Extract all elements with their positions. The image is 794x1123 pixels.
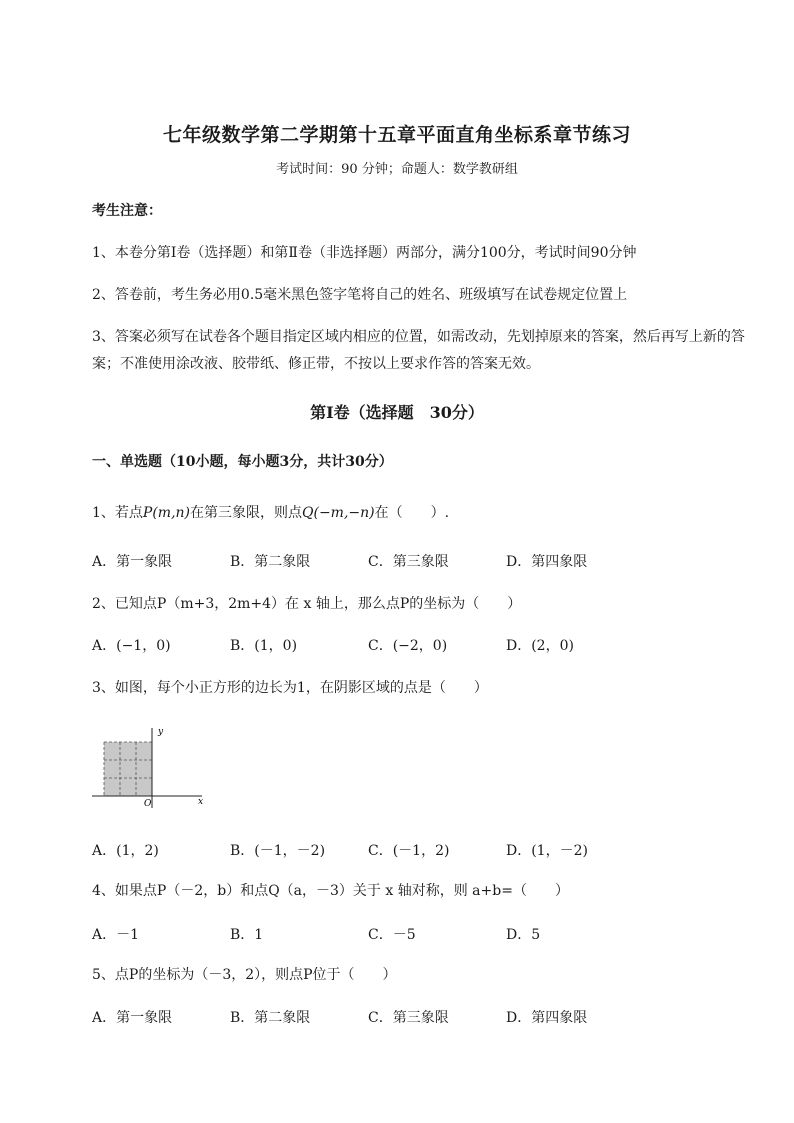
notice-item-2: 2、答卷前，考生务必用0.5毫米黑色签字笔将自己的姓名、班级填写在试卷规定位置上 xyxy=(92,287,628,303)
option-d[interactable]: D．第四象限 xyxy=(506,1010,588,1026)
coordinate-grid-figure xyxy=(90,724,210,810)
option-a[interactable]: A．－1 xyxy=(92,927,140,943)
option-a[interactable]: A．第一象限 xyxy=(92,554,173,570)
y-axis-label: y xyxy=(158,727,164,737)
option-b[interactable]: B．1 xyxy=(230,927,264,943)
question-2-stem: 2、已知点P（m+3，2m+4）在 x 轴上，那么点P的坐标为（ ） xyxy=(92,596,522,612)
option-a[interactable]: A．(−1，0) xyxy=(92,638,171,654)
notice-item-3: 3、答案必须写在试卷各个题目指定区域内相应的位置，如需改动，先划掉原来的答案，然后再写上新的答案；不准使用涂改液、胶带纸、修正带，不按以上要求作答的答案无效。 xyxy=(92,329,745,372)
option-c[interactable]: C．(−2，0) xyxy=(368,638,448,654)
option-d[interactable]: D．(1，－2) xyxy=(506,843,588,859)
x-axis-label: x xyxy=(198,797,204,807)
option-b[interactable]: B．(1，0) xyxy=(230,638,298,654)
option-c[interactable]: C．－5 xyxy=(368,927,416,943)
option-c[interactable]: C．第三象限 xyxy=(368,554,449,570)
exam-title: 七年级数学第二学期第十五章平面直角坐标系章节练习 xyxy=(162,124,631,146)
question-3-stem: 3、如图，每个小正方形的边长为1，在阴影区域的点是（ ） xyxy=(92,680,488,696)
option-c[interactable]: C．(－1，2) xyxy=(368,843,450,859)
question-4-options xyxy=(92,924,692,944)
question-1-options xyxy=(92,551,692,571)
option-a[interactable]: A．第一象限 xyxy=(92,1010,173,1026)
option-b[interactable]: B．第二象限 xyxy=(230,554,311,570)
question-3-options xyxy=(92,840,692,860)
question-4-stem: 4、如果点P（－2，b）和点Q（a，－3）关于 x 轴对称，则 a+b=（ ） xyxy=(92,883,569,899)
option-b[interactable]: B．(－1，－2) xyxy=(230,843,326,859)
question-1-stem: 1、若点P(m,n)在第三象限，则点Q(−m,−n)在（ ）. xyxy=(92,505,450,521)
question-2-options xyxy=(92,635,692,655)
part-title: 第Ⅰ卷（选择题 30分） xyxy=(310,403,484,422)
exam-subtitle: 考试时间：90 分钟；命题人：数学教研组 xyxy=(276,162,518,177)
question-5-options xyxy=(92,1007,692,1027)
option-a[interactable]: A．(1，2) xyxy=(92,843,159,859)
section-heading: 一、单选题（10小题，每小题3分，共计30分） xyxy=(92,454,393,470)
notice-heading: 考生注意： xyxy=(92,203,162,219)
option-c[interactable]: C．第三象限 xyxy=(368,1010,449,1026)
option-b[interactable]: B．第二象限 xyxy=(230,1010,311,1026)
origin-label: O xyxy=(144,799,152,809)
point-p-notation: P(m,n) xyxy=(142,505,191,521)
option-d[interactable]: D．第四象限 xyxy=(506,554,588,570)
option-d[interactable]: D．5 xyxy=(506,927,541,943)
question-5-stem: 5、点P的坐标为（－3，2），则点P位于（ ） xyxy=(92,967,397,983)
option-d[interactable]: D．(2，0) xyxy=(506,638,574,654)
point-q-notation: Q(−m,−n) xyxy=(302,505,375,521)
shaded-region xyxy=(104,742,152,796)
notice-item-1: 1、本卷分第Ⅰ卷（选择题）和第Ⅱ卷（非选择题）两部分，满分100分，考试时间90分钟 xyxy=(92,245,637,261)
